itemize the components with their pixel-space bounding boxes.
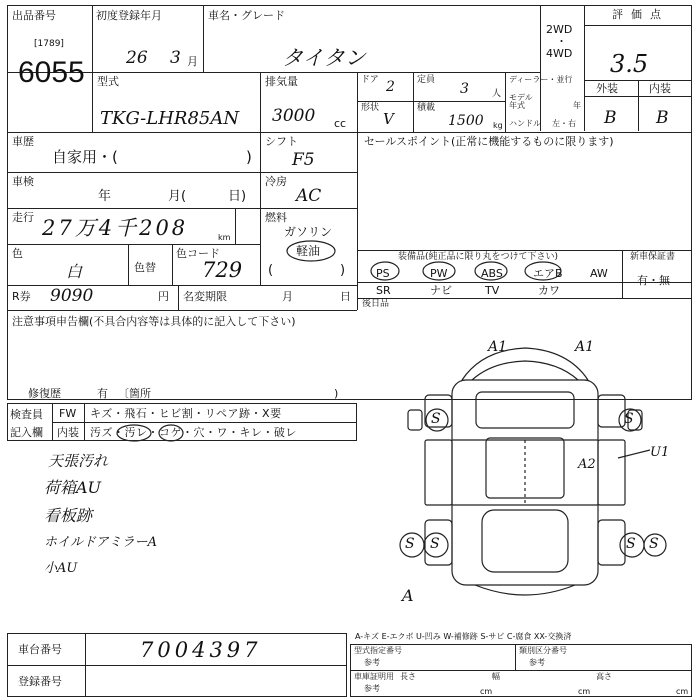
handwritten-note-3: 看板跡 bbox=[44, 506, 93, 525]
model-cert-sub: 参考 bbox=[364, 658, 380, 667]
capacity-value: 3 bbox=[460, 81, 469, 97]
diagram-mark-s-rear-left-2: S bbox=[430, 536, 440, 552]
fw-items: キズ・飛石・ヒビ割・リペア跡・X要 bbox=[90, 407, 282, 420]
equipment-aw: AW bbox=[590, 267, 608, 280]
diagram-mark-s-front-left: S bbox=[431, 411, 441, 427]
height-label: 高さ bbox=[596, 672, 612, 681]
length-cm: cm bbox=[480, 687, 493, 696]
handwritten-note-1: 天張汚れ bbox=[48, 452, 109, 470]
capacity-label: 定員 bbox=[417, 75, 436, 85]
diagram-mark-s-front-right: S bbox=[624, 411, 634, 427]
model-label: 型式 bbox=[97, 75, 119, 88]
diagram-mark-a1-left: A1 bbox=[488, 339, 508, 355]
diagram-mark-a1-right: A1 bbox=[575, 339, 595, 355]
fuel-close-paren: ) bbox=[340, 263, 346, 278]
door-label: ドア bbox=[361, 75, 379, 85]
first-registration-label: 初度登録年月 bbox=[96, 9, 162, 22]
garage-cert-sub: 参考 bbox=[364, 684, 380, 693]
chassis-value: 7004397 bbox=[140, 638, 262, 662]
ac-label: 冷房 bbox=[265, 175, 287, 188]
fuel-gasoline: ガソリン bbox=[284, 225, 333, 239]
equipment-tv: TV bbox=[485, 284, 500, 297]
transfer-day: 日 bbox=[340, 290, 351, 303]
garage-cert-label: 車庫証明用 bbox=[354, 672, 394, 681]
class-label: 類別区分番号 bbox=[519, 646, 567, 655]
notes-label: 注意事項申告欄(不具合内容等は具体的に記入して下さい) bbox=[12, 315, 296, 328]
model-value: TKG-LHR85AN bbox=[100, 108, 240, 129]
equipment-navi: ナビ bbox=[430, 284, 452, 297]
score-value: 3.5 bbox=[610, 50, 649, 78]
model-cert-label: 型式指定番号 bbox=[354, 646, 402, 655]
diagram-mark-s-rear-left-1: S bbox=[405, 536, 415, 552]
drive-4wd: 4WD bbox=[546, 47, 573, 60]
after-items-label: 後日品 bbox=[362, 299, 390, 309]
shape-label: 形状 bbox=[361, 103, 380, 113]
transfer-month: 月 bbox=[282, 290, 293, 303]
interior-items-label: 内装 bbox=[57, 426, 79, 439]
color-value: 白 bbox=[66, 262, 83, 281]
diagram-mark-s-rear-right-1: S bbox=[626, 536, 636, 552]
inspection-day: 日) bbox=[228, 189, 247, 204]
model-year-label: モデル年式 bbox=[509, 93, 533, 110]
repair-label: 修復歴 bbox=[28, 387, 61, 400]
inspector-label-1: 検査員 bbox=[10, 408, 43, 421]
fuel-label: 燃料 bbox=[265, 211, 287, 224]
equipment-pw: PW bbox=[430, 267, 448, 280]
lot-number: 6055 bbox=[18, 56, 85, 89]
lot-label: 出品番号 bbox=[12, 9, 56, 22]
diagram-mark-a2: A2 bbox=[578, 457, 596, 472]
kg-unit: kg bbox=[493, 121, 503, 130]
equipment-label: 装備品(純正品に限り丸をつけて下さい) bbox=[398, 252, 559, 262]
width-label: 幅 bbox=[492, 672, 500, 681]
car-name-label: 車名・グレード bbox=[208, 9, 285, 22]
diagram-mark-u1: U1 bbox=[650, 445, 670, 460]
recycle-label: R券 bbox=[12, 290, 31, 303]
interior-grade: B bbox=[656, 108, 669, 128]
month-unit: 月 bbox=[187, 55, 198, 68]
shift-label: シフト bbox=[265, 135, 298, 148]
registration-label: 登録番号 bbox=[18, 675, 62, 688]
exterior-label: 外装 bbox=[596, 82, 618, 95]
inspection-month: 月( bbox=[168, 189, 187, 204]
repair-place: 〔箇所 bbox=[118, 387, 151, 400]
handwritten-note-2: 荷箱AU bbox=[44, 478, 102, 497]
warranty-value: 有・無 bbox=[637, 274, 670, 287]
shape-value: V bbox=[383, 110, 394, 128]
score-label: 評価点 bbox=[612, 8, 669, 21]
year-unit: 年 bbox=[573, 101, 581, 110]
mileage-value: 27万4千208 bbox=[42, 216, 189, 240]
color-change-label: 色替 bbox=[134, 261, 156, 274]
cc-unit: cc bbox=[334, 117, 347, 130]
fw-label: FW bbox=[59, 407, 77, 420]
width-cm: cm bbox=[578, 687, 591, 696]
first-registration-year: 26 bbox=[126, 48, 148, 68]
equipment-sr: SR bbox=[376, 284, 391, 297]
repair-has: 有 bbox=[97, 387, 108, 400]
displacement-label: 排気量 bbox=[265, 75, 298, 88]
chassis-label: 車台番号 bbox=[18, 643, 62, 656]
equipment-airbag: エアB bbox=[533, 267, 563, 280]
displacement-value: 3000 bbox=[272, 106, 316, 126]
inspection-label: 車検 bbox=[12, 175, 34, 188]
load-label: 積載 bbox=[417, 103, 436, 113]
inspection-year: 年 bbox=[98, 189, 112, 204]
warranty-label: 新車保証書 bbox=[630, 252, 676, 262]
handwritten-note-5: 小AU bbox=[44, 561, 78, 576]
recycle-value: 9090 bbox=[50, 286, 94, 306]
color-code-label: 色コード bbox=[176, 247, 220, 260]
mileage-label: 走行 bbox=[12, 211, 34, 224]
history-close: ) bbox=[246, 148, 252, 166]
height-cm: cm bbox=[676, 687, 689, 696]
ac-value: AC bbox=[296, 186, 322, 206]
interior-items: 汚ズ・汚レ・コゲ・穴・ワ・キレ・破レ bbox=[90, 426, 297, 439]
dealer-label: ディーラー・並行 bbox=[509, 75, 573, 84]
diagram-mark-s-rear-right-2: S bbox=[649, 536, 659, 552]
class-sub: 参考 bbox=[529, 658, 545, 667]
fuel-open-paren: ( bbox=[268, 263, 274, 278]
history-label: 車歴 bbox=[12, 135, 34, 148]
length-label: 長さ bbox=[400, 672, 416, 681]
drive-dot: ・ bbox=[556, 35, 567, 48]
drive-2wd: 2WD bbox=[546, 23, 573, 36]
equipment-abs: ABS bbox=[481, 267, 503, 280]
recycle-yen: 円 bbox=[158, 290, 169, 303]
inspector-label-2: 記入欄 bbox=[10, 426, 43, 439]
mileage-unit: km bbox=[218, 233, 231, 242]
color-label: 色 bbox=[12, 247, 23, 260]
sales-point-label: セールスポイント(正常に機能するものに限ります) bbox=[364, 135, 614, 148]
handwritten-note-4: ホイルドアミラーA bbox=[44, 535, 157, 550]
exterior-grade: B bbox=[604, 108, 617, 128]
handle-label: ハンドル bbox=[509, 119, 541, 128]
person-unit: 人 bbox=[492, 89, 502, 99]
lot-small-number: [1789] bbox=[34, 39, 64, 49]
diagram-mark-a-rear: A bbox=[402, 586, 414, 605]
door-value: 2 bbox=[386, 79, 395, 95]
repair-close: ) bbox=[334, 387, 339, 400]
equipment-leather: カワ bbox=[538, 284, 560, 297]
damage-legend: A-キズ E-エクボ U-凹み W-補修跡 S-サビ C-腐食 XX-交換済 bbox=[355, 632, 572, 641]
load-value: 1500 bbox=[448, 113, 484, 129]
color-code-value: 729 bbox=[202, 258, 243, 282]
history-value: 自家用・( bbox=[52, 148, 118, 166]
transfer-deadline-label: 名変期限 bbox=[183, 290, 227, 303]
equipment-ps: PS bbox=[376, 267, 390, 280]
car-name: タイタン bbox=[282, 46, 366, 70]
first-registration-month: 3 bbox=[170, 48, 181, 68]
interior-label: 内装 bbox=[649, 82, 671, 95]
handle-options: 左・右 bbox=[552, 119, 576, 128]
shift-value: F5 bbox=[292, 150, 315, 170]
fuel-diesel: 軽油 bbox=[296, 244, 321, 258]
